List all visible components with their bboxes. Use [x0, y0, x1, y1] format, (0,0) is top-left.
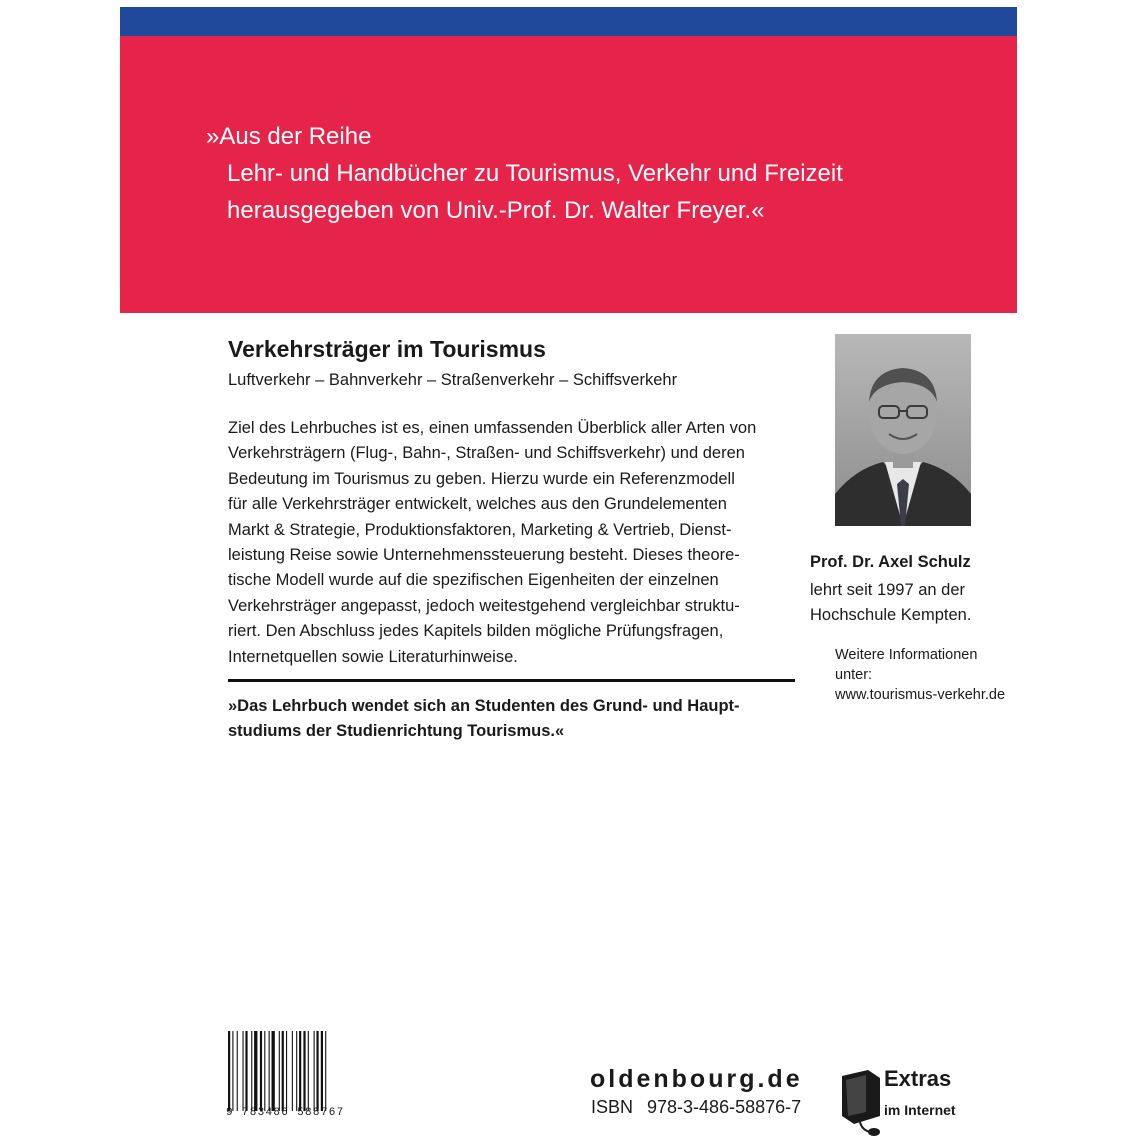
book-description	[228, 416, 808, 670]
extras-logo	[838, 1066, 998, 1136]
audience-line: »Das Lehrbuch wendet sich an Studenten des Grund- und Haupt-	[228, 697, 740, 715]
description-line: Internetquellen sowie Literaturhinweise.	[228, 647, 518, 666]
author-desc-line: Hochschule Kempten.	[810, 606, 972, 624]
series-line-2: Lehr- und Handbücher zu Tourismus, Verkehr und Freizeit	[227, 160, 843, 187]
publisher-website[interactable]: oldenbourg.de	[590, 1065, 803, 1093]
author-photo	[835, 334, 971, 526]
extras-title: Extras	[884, 1066, 952, 1091]
book-mouse-icon	[838, 1066, 884, 1136]
audience-line: studiums der Studienrichtung Tourismus.«	[228, 722, 565, 740]
description-line: leistung Reise sowie Unternehmenssteuerung besteht. Dieses theore-	[228, 546, 740, 565]
barcode-digits: 9 783486 588767	[226, 1107, 345, 1119]
description-line: riert. Den Abschluss jedes Kapitels bilden mögliche Prüfungsfragen,	[228, 622, 724, 641]
description-line: Verkehrsträgern (Flug-, Bahn-, Straßen- und Schiffsverkehr) und deren	[228, 444, 745, 463]
author-name: Prof. Dr. Axel Schulz	[810, 553, 971, 571]
more-info	[835, 645, 1005, 705]
isbn	[591, 1097, 801, 1118]
description-line: tische Modell wurde auf die spezifischen Eigenheiten der einzelnen	[228, 571, 719, 590]
description-line: Verkehrsträger angepasst, jedoch weitestgehend vergleichbar struktu-	[228, 596, 740, 615]
book-subtitle: Luftverkehr – Bahnverkehr – Straßenverkehr – Schiffsverkehr	[228, 371, 678, 389]
isbn-number: 978-3-486-58876-7	[647, 1097, 802, 1117]
description-line: für alle Verkehrsträger entwickelt, welches aus den Grundelementen	[228, 495, 727, 514]
series-note	[206, 118, 843, 229]
series-line-1: »Aus der Reihe	[206, 123, 372, 150]
divider	[228, 679, 795, 682]
description-line: Bedeutung im Tourismus zu geben. Hierzu wurde ein Referenzmodell	[228, 469, 735, 488]
series-line-3: herausgegeben von Univ.-Prof. Dr. Walter Freyer.«	[227, 197, 765, 224]
description-line: Ziel des Lehrbuches ist es, einen umfassenden Überblick aller Arten von	[228, 419, 757, 437]
author-desc-line: lehrt seit 1997 an der	[810, 581, 966, 599]
description-line: Markt & Strategie, Produktionsfaktoren, Marketing & Vertrieb, Dienst-	[228, 520, 732, 539]
barcode	[226, 1031, 358, 1111]
author-description	[810, 578, 971, 628]
book-title: Verkehrsträger im Tourismus	[228, 336, 546, 362]
isbn-label: ISBN	[591, 1097, 634, 1117]
audience-quote	[228, 694, 740, 744]
top-blue-band	[120, 7, 1017, 36]
more-info-line: unter:	[835, 667, 873, 683]
more-info-link[interactable]: www.tourismus-verkehr.de	[835, 687, 1006, 703]
extras-subtitle: im Internet	[884, 1102, 956, 1118]
more-info-line: Weitere Informationen	[835, 647, 978, 663]
